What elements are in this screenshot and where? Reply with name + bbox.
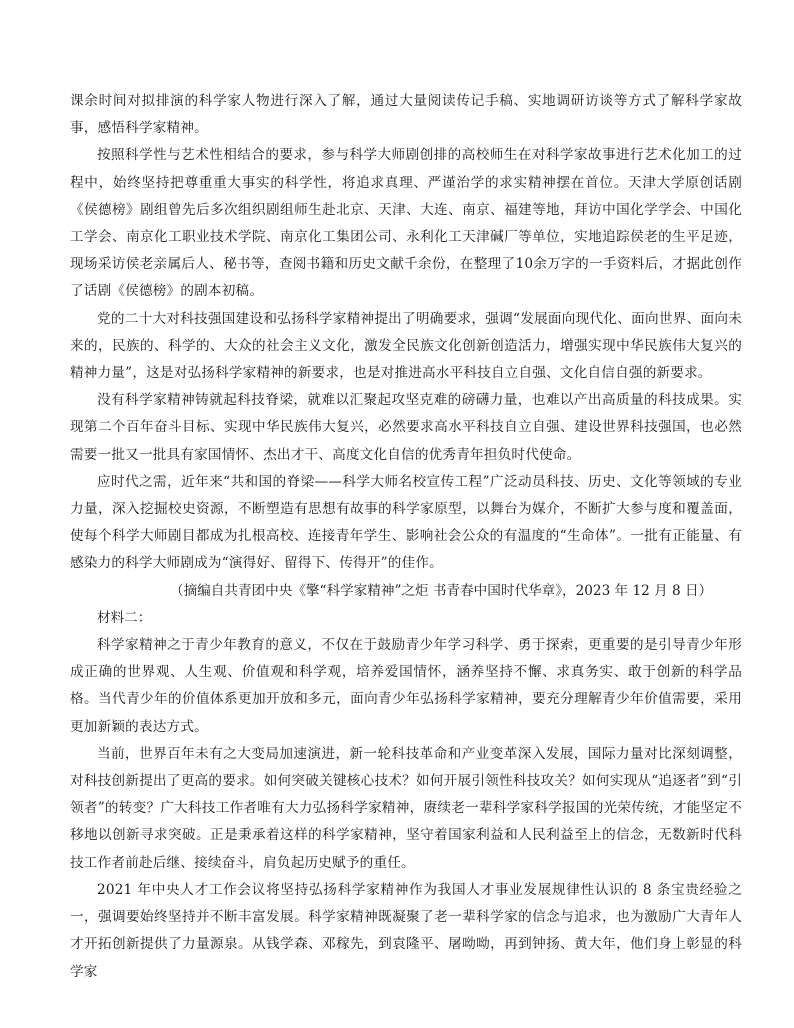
paragraph-3: 党的二十大对科技强国建设和弘扬科学家精神提出了明确要求，强调“发展面向现代化、面向世界、面向未来的，民族的、科学的、大众的社会主义文化，激发全民族文化创新创造活力，增强实现中华民族伟大复兴的精神力量”，这是对弘扬科学家精神的新要求，也是对推进高水平科技自立自强、文化自信自强的新要求。 (70, 310, 742, 382)
material-two-label: 材料二： (97, 609, 152, 626)
paragraph-7: 当前，世界百年未有之大变局加速演进，新一轮科技革命和产业变革深入发展，国际力量对比深刻调整，对科技创新提出了更高的要求。如何突破关键核心技术？如何开展引领性科技攻关？如何实现从“追逐者”到“引领者”的转变？广大科技工作者唯有大力弘扬科学家精神，赓续老一辈科学家科学报国的光荣传统，才能坚定不移地以创新寻求突破。正是秉承着这样的科学家精神，坚守着国家利益和人民利益至上的信念，无数新时代科技工作者前赴后继、接续奋斗，肩负起历史赋予的重任。 (70, 745, 742, 871)
paragraph-6: 科学家精神之于青少年教育的意义，不仅在于鼓励青少年学习科学、勇于探索，更重要的是引导青少年形成正确的世界观、人生观、价值观和科学观，培养爱国情怀，涵养坚持不懈、求真务实、敢于创新的科学品格。当代青少年的价值体系更加开放和多元，面向青少年弘扬科学家精神，要充分理解青少年价值需要，采用更加新颖的表达方式。 (70, 637, 742, 735)
paragraph-8: 2021 年中央人才工作会议将坚持弘扬科学家精神作为我国人才事业发展规律性认识的 8 条宝贵经验之一，强调要始终坚持并不断丰富发展。科学家精神既凝聚了老一辈科学家的信念与追求，也为激励广大青年人才开拓创新提供了力量源泉。从钱学森、邓稼先，到袁隆平、屠呦呦，再到钟扬、黄大年，他们身上彰显的科学家 (70, 881, 742, 980)
paragraph-4: 没有科学家精神铸就起科技脊梁，就难以汇聚起攻坚克难的磅礴力量，也难以产出高质量的科技成果。实现第二个百年奋斗目标、实现中华民族伟大复兴，必然要求高水平科技自立自强、建设世界科技强国，也必然需要一批又一批具有家国情怀、杰出才干、高度文化自信的优秀青年担负时代使命。 (70, 392, 742, 463)
paragraph-2: 按照科学性与艺术性相结合的要求，参与科学大师剧创排的高校师生在对科学家故事进行艺术化加工的过程中，始终坚持把尊重重大事实的科学性，将追求真理、严谨治学的求实精神摆在首位。天津大学原创话剧《侯德榜》剧组曾先后多次组织剧组师生赴北京、天津、大连、南京、福建等地，拜访中国化学学会、中国化工学会、南京化工职业技术学院、南京化工集团公司、永利化工天津碱厂等单位，实地追踪侯老的生平足迹，现场采访侯老亲属后人、秘书等，查阅书籍和历史文献千余份，在整理了10余万字的一手资料后，才据此创作了话剧《侯德榜》的剧本初稿。 (70, 147, 742, 300)
paragraph-5: 应时代之需，近年来“共和国的脊梁——科学大师名校宣传工程”广泛动员科技、历史、文化等领域的专业力量，深入挖掘校史资源，不断塑造有思想有故事的科学家原型，以舞台为媒介，不断扩大参与度和覆盖面，使每个科学大师剧目都成为扎根高校、连接青年学生、影响社会公众的有温度的“生命体”。一批有正能量、有感染力的科学大师剧成为“演得好、留得下、传得开”的佳作。 (70, 473, 742, 572)
source-citation: （摘编自共青团中央《擎“科学家精神”之炬 书青春中国时代华章》，2023 年 12 月 8 日） (170, 582, 713, 599)
paragraph-1: 课余时间对拟排演的科学家人物进行深入了解，通过大量阅读传记手稿、实地调研访谈等方式了解科学家故事，感悟科学家精神。 (70, 93, 742, 137)
